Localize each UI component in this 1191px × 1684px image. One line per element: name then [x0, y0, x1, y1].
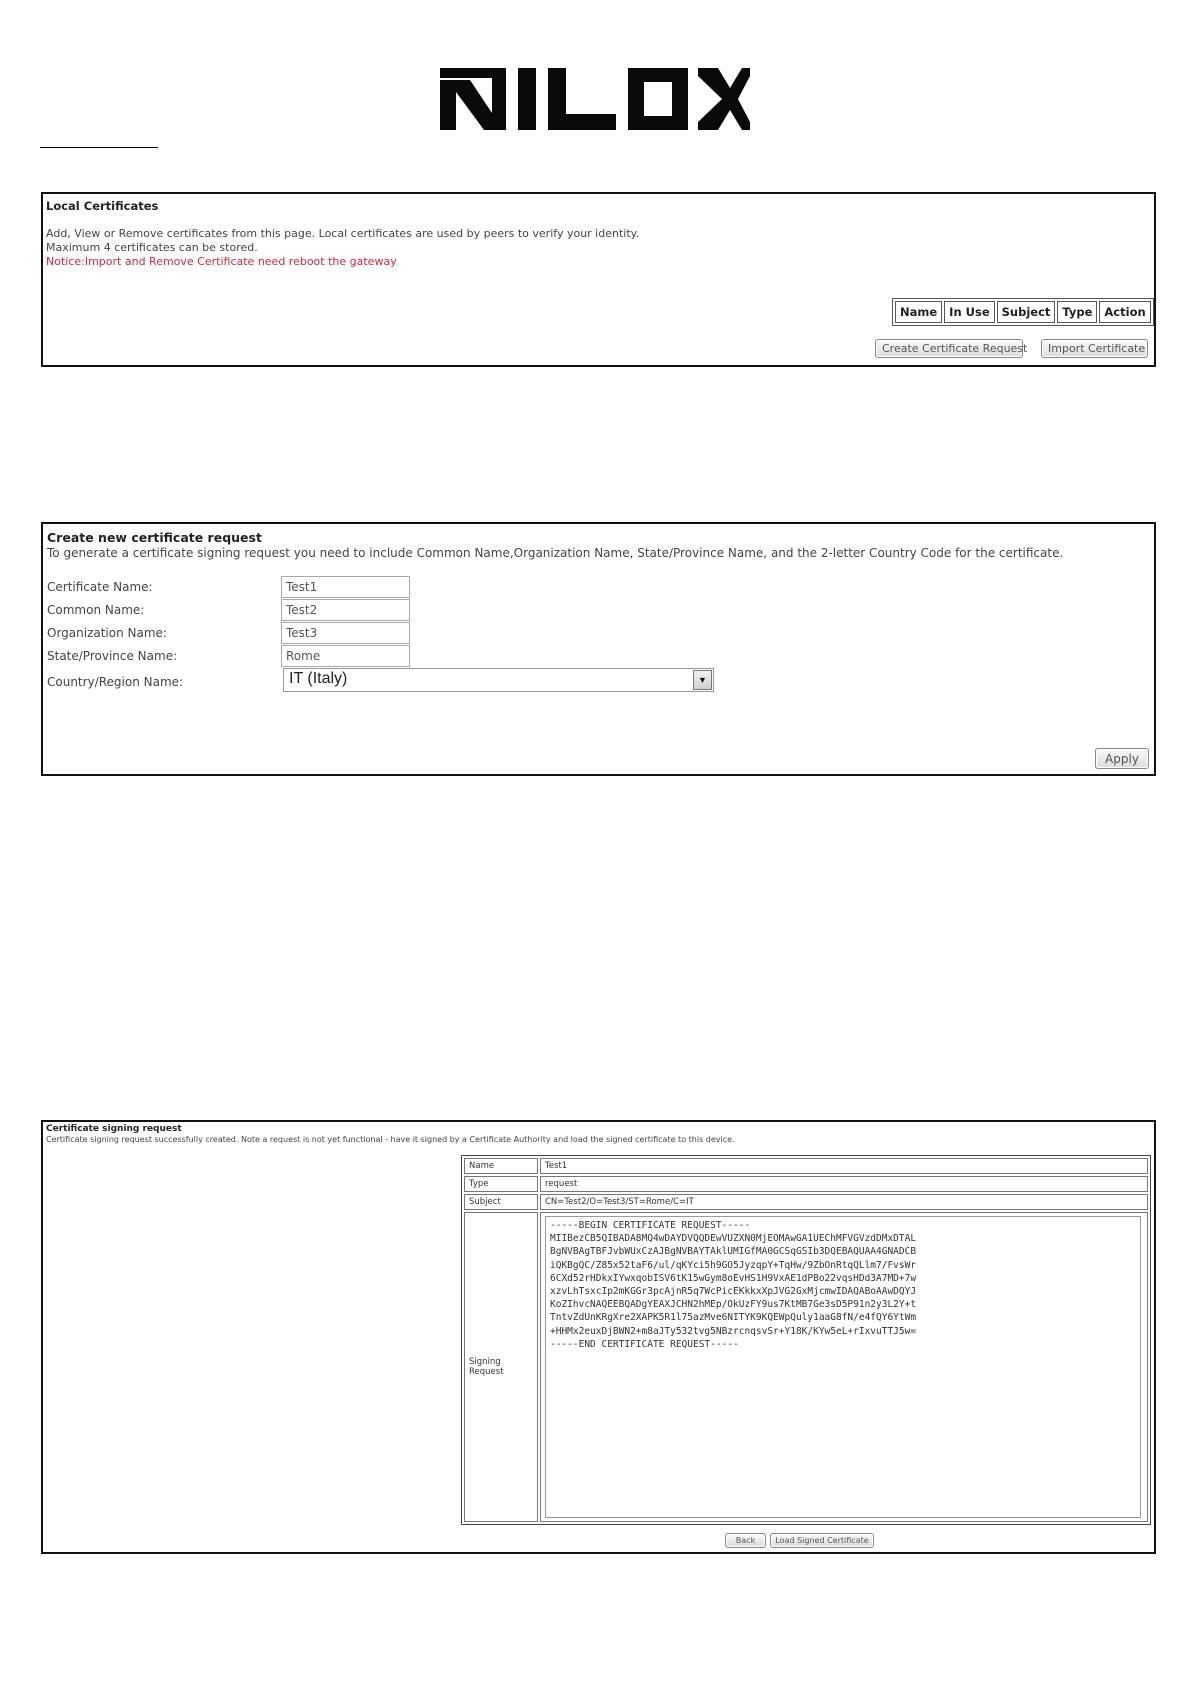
row-label: Signing Request: [464, 1212, 538, 1522]
back-button[interactable]: Back: [725, 1533, 766, 1548]
nilox-logo-graphic: [440, 68, 750, 130]
state-province-input[interactable]: [281, 645, 410, 667]
panel-title: Certificate signing request: [46, 1124, 182, 1134]
row-label: Type: [464, 1176, 538, 1192]
row-value: request: [540, 1176, 1148, 1192]
column-subject: Subject: [997, 301, 1056, 323]
load-signed-certificate-button[interactable]: Load Signed Certificate: [770, 1533, 874, 1548]
panel-description: To generate a certificate signing request you need to include Common Name,Organization Name, State/Province Name, and the 2-letter Country Code for the certificate.: [47, 546, 1064, 560]
info-line: Add, View or Remove certificates from this page. Local certificates are used by peers to verify your identity.: [46, 227, 640, 240]
common-name-input[interactable]: [281, 599, 410, 621]
certificate-name-input[interactable]: [281, 576, 410, 598]
apply-button[interactable]: Apply: [1095, 748, 1149, 769]
local-certificates-panel: [41, 192, 1156, 367]
panel-description: Certificate signing request successfully created. Note a request is not yet functional - have it signed by a Certificate Authority and load the signed certificate to this device.: [46, 1135, 735, 1144]
state-province-label: State/Province Name:: [47, 649, 178, 663]
row-label: Name: [464, 1158, 538, 1174]
row-value: CN=Test2/O=Test3/ST=Rome/C=IT: [540, 1194, 1148, 1210]
create-request-panel: [41, 522, 1156, 776]
country-region-label: Country/Region Name:: [47, 675, 184, 689]
table-row: [464, 1176, 1148, 1192]
dropdown-arrow-icon[interactable]: ▼: [693, 670, 712, 690]
create-certificate-request-button[interactable]: Create Certificate Request: [875, 339, 1023, 358]
certificate-details-table: [461, 1155, 1151, 1525]
panel-title: Local Certificates: [46, 199, 159, 213]
country-region-select[interactable]: [283, 668, 714, 692]
table-row: [464, 1212, 1148, 1522]
panel-title: Create new certificate request: [47, 530, 262, 545]
nilox-logo: [440, 68, 750, 130]
country-region-value: IT (Italy): [289, 670, 348, 687]
organization-name-input[interactable]: [281, 622, 410, 644]
row-value: [540, 1212, 1148, 1522]
column-type: Type: [1057, 301, 1097, 323]
table-row: [464, 1158, 1148, 1174]
certificates-table: [892, 298, 1154, 326]
row-value: Test1: [540, 1158, 1148, 1174]
import-certificate-button[interactable]: Import Certificate: [1041, 339, 1148, 358]
max-certificates-line: Maximum 4 certificates can be stored.: [46, 241, 258, 254]
signing-request-textarea[interactable]: [545, 1216, 1141, 1518]
column-action: Action: [1099, 301, 1150, 323]
header-rule: [40, 147, 158, 148]
reboot-notice: Notice:Import and Remove Certificate need reboot the gateway: [46, 255, 397, 268]
column-in-use: In Use: [944, 301, 994, 323]
organization-name-label: Organization Name:: [47, 626, 167, 640]
column-name: Name: [895, 301, 942, 323]
signing-request-panel: [41, 1120, 1156, 1554]
table-row: [464, 1194, 1148, 1210]
row-label: Subject: [464, 1194, 538, 1210]
certificate-name-label: Certificate Name:: [47, 580, 153, 594]
common-name-label: Common Name:: [47, 603, 145, 617]
